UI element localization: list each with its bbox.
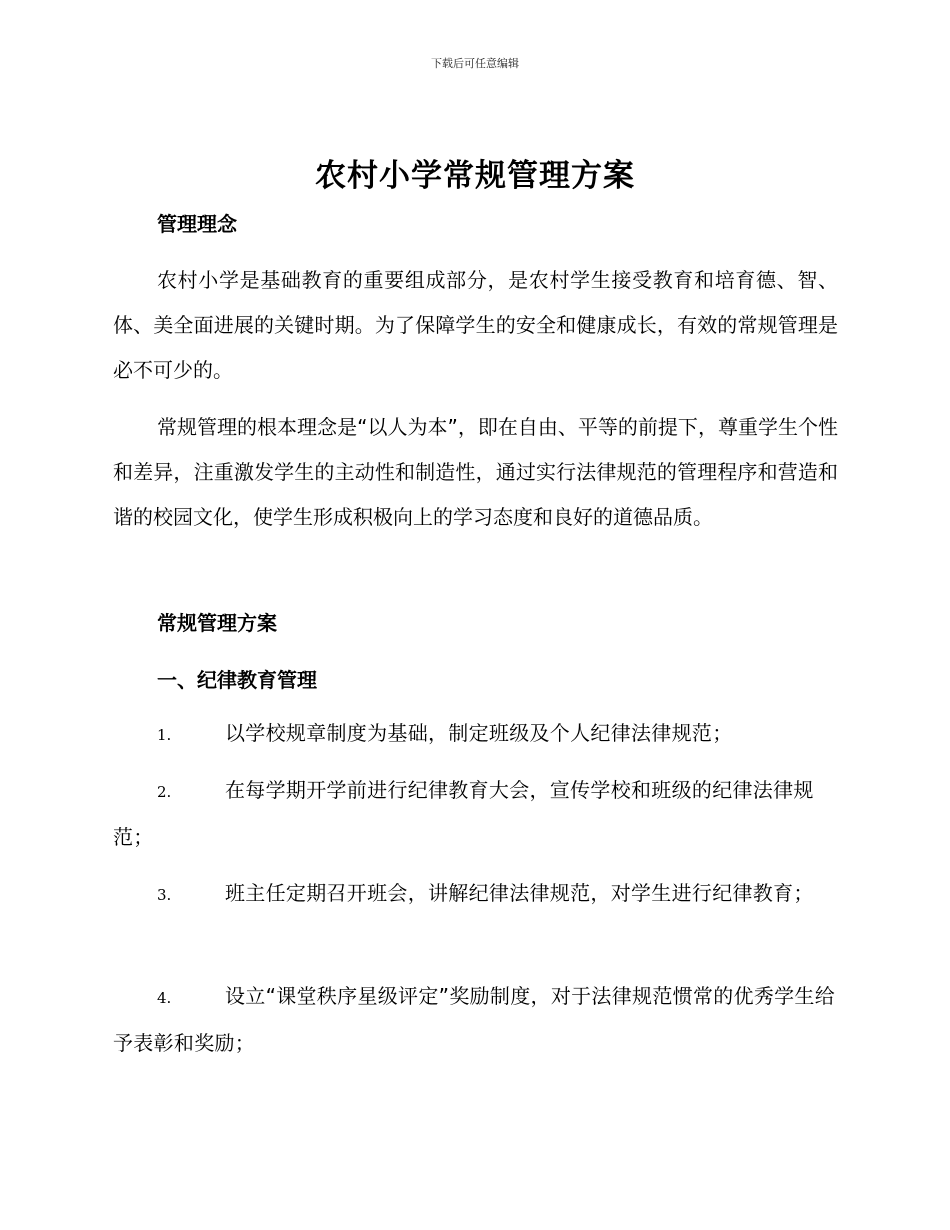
document-title: 农村小学常规管理方案 — [315, 158, 635, 194]
list-item-text: 在每学期开学前进行纪律教育大会，宣传学校和班级的纪律法律规范； — [113, 778, 814, 849]
list-item-number: 3. — [157, 886, 172, 904]
list-item-text: 设立“课堂秩序星级评定”奖励制度，对于法律规范惯常的优秀学生给予表彰和奖励； — [113, 984, 836, 1055]
list-item-number: 2. — [157, 783, 172, 801]
list-item — [113, 974, 838, 1066]
list-item-text: 以学校规章制度为基础，制定班级及个人纪律法律规范； — [225, 721, 733, 745]
section-heading-philosophy: 管理理念 — [157, 212, 237, 236]
subsection-heading-discipline: 一、纪律教育管理 — [157, 668, 317, 692]
paragraph-philosophy-2: 常规管理的根本理念是“以人为本”，即在自由、平等的前提下，尊重学生个性和差异，注重激发学生的主动性和制造性，通过实行法律规范的管理程序和营造和谐的校园文化，使学生形成积极向上的学习态度和良好的道德品质。 — [113, 415, 838, 529]
list-item — [113, 711, 838, 758]
list-item — [113, 768, 838, 860]
list-item-number: 1. — [157, 726, 172, 744]
section-heading-plan: 常规管理方案 — [157, 611, 277, 635]
list-item-text: 班主任定期召开班会，讲解纪律法律规范，对学生进行纪律教育； — [225, 881, 814, 905]
page-header-note: 下载后可任意编辑 — [431, 57, 519, 70]
paragraph-philosophy-1: 农村小学是基础教育的重要组成部分，是农村学生接受教育和培育德、智、体、美全面进展的关键时期。为了保障学生的安全和健康成长，有效的常规管理是必不可少的。 — [113, 268, 838, 382]
list-item — [113, 871, 838, 918]
list-item-number: 4. — [157, 989, 172, 1007]
